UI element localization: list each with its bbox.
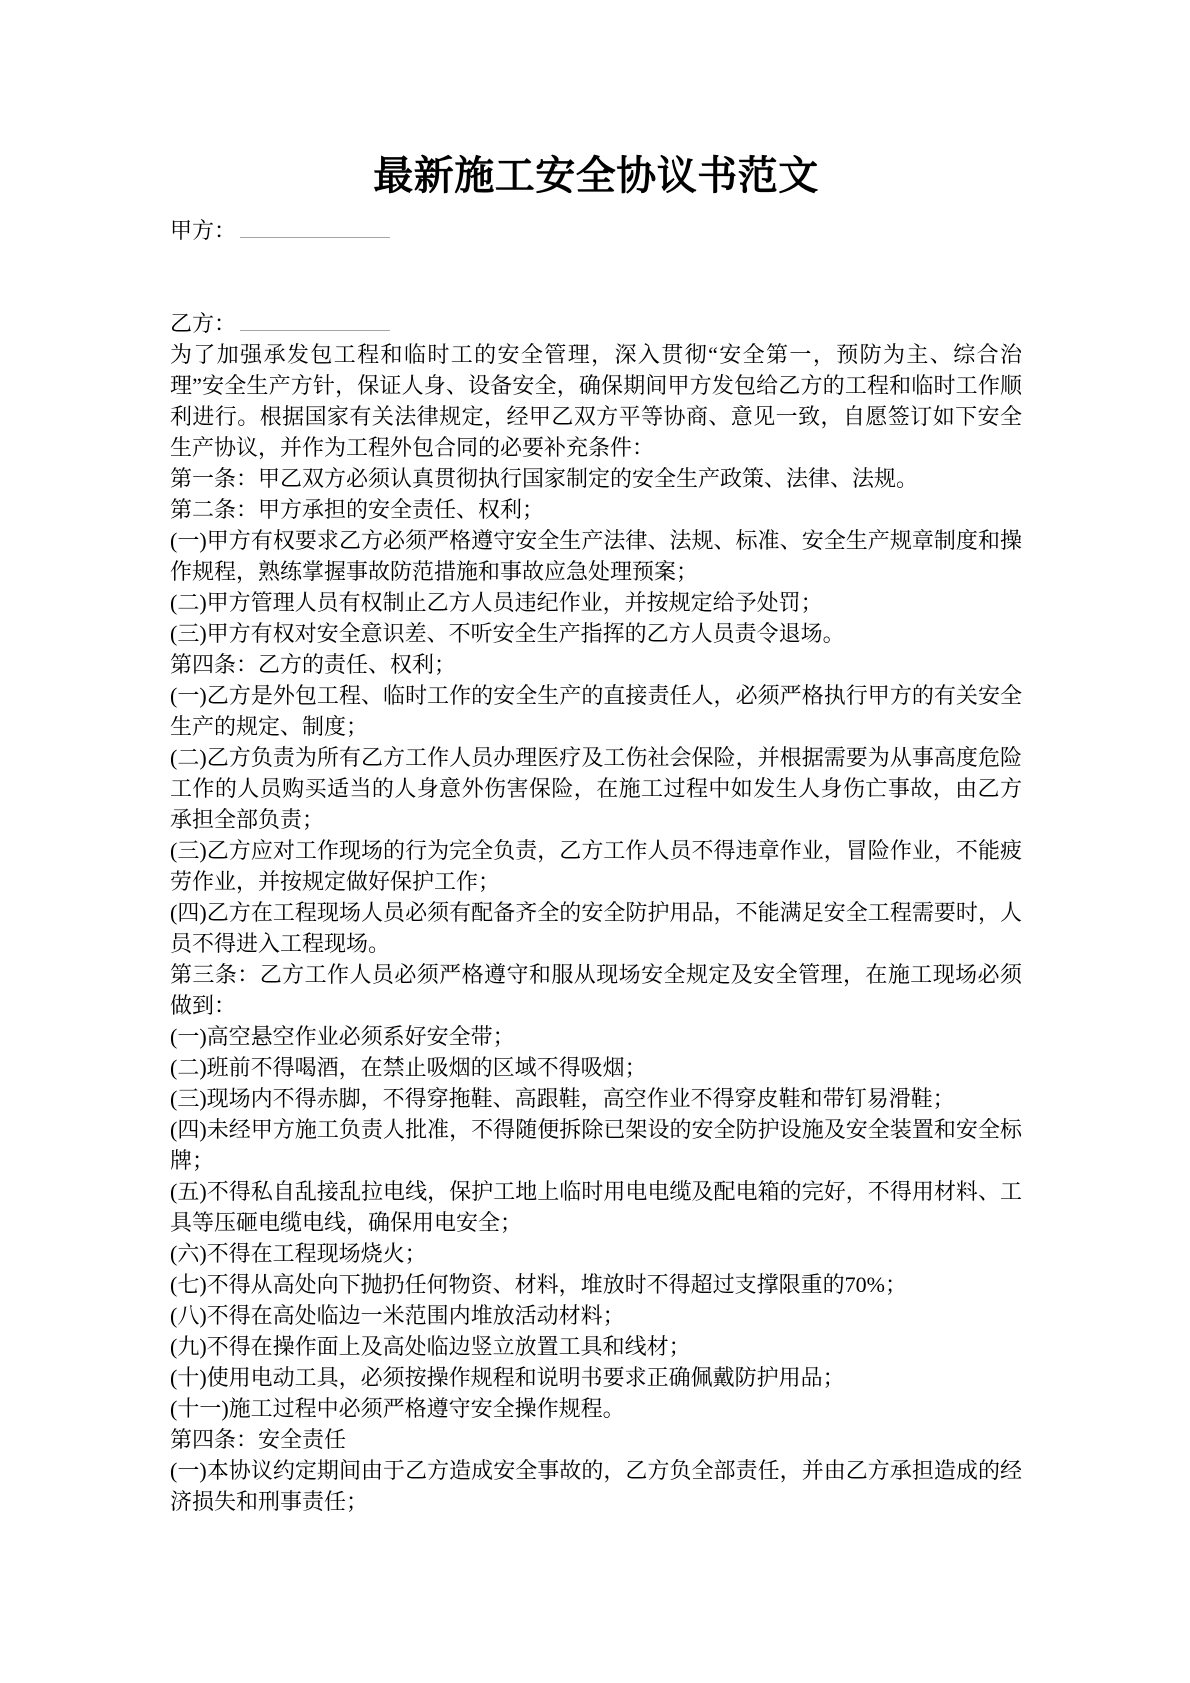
- party-b-label: 乙方：: [170, 311, 237, 336]
- paragraph: (四)乙方在工程现场人员必须有配备齐全的安全防护用品，不能满足安全工程需要时，人员不得进入工程现场。: [170, 900, 1022, 956]
- paragraph: (一)乙方是外包工程、临时工作的安全生产的直接责任人，必须严格执行甲方的有关安全生产的规定、制度；: [170, 683, 1022, 739]
- paragraph: 第四条：安全责任: [170, 1427, 347, 1452]
- paragraph: 第二条：甲方承担的安全责任、权利；: [170, 497, 545, 522]
- paragraph: 第四条：乙方的责任、权利；: [170, 652, 457, 677]
- party-b-line: [170, 308, 1022, 339]
- document-body: [170, 339, 1022, 1517]
- document-title: 最新施工安全协议书范文: [373, 153, 819, 198]
- paragraph: (三)现场内不得赤脚，不得穿拖鞋、高跟鞋，高空作业不得穿皮鞋和带钉易滑鞋；: [170, 1086, 955, 1111]
- party-a-blank-field: [240, 215, 390, 238]
- paragraph: (十一)施工过程中必须严格遵守安全操作规程。: [170, 1396, 625, 1421]
- paragraph: (一)甲方有权要求乙方必须严格遵守安全生产法律、法规、标准、安全生产规章制度和操作规程，熟练掌握事故防范措施和事故应急处理预案；: [170, 528, 1022, 584]
- paragraph: (九)不得在操作面上及高处临边竖立放置工具和线材；: [170, 1334, 691, 1359]
- paragraph: 为了加强承发包工程和临时工的安全管理，深入贯彻“安全第一，预防为主、综合治理”安全生产方针，保证人身、设备安全，确保期间甲方发包给乙方的工程和临时工作顺利进行。根据国家有关法律规定，经甲乙双方平等协商、意见一致，自愿签订如下安全生产协议，并作为工程外包合同的必要补充条件：: [170, 342, 1022, 460]
- paragraph: (十)使用电动工具，必须按操作规程和说明书要求正确佩戴防护用品；: [170, 1365, 845, 1390]
- paragraph: 第三条：乙方工作人员必须严格遵守和服从现场安全规定及安全管理，在施工现场必须做到：: [170, 962, 1022, 1018]
- paragraph: (二)甲方管理人员有权制止乙方人员违纪作业，并按规定给予处罚；: [170, 590, 823, 615]
- paragraph: (三)甲方有权对安全意识差、不听安全生产指挥的乙方人员责令退场。: [170, 621, 845, 646]
- paragraph: 第一条：甲乙双方必须认真贯彻执行国家制定的安全生产政策、法律、法规。: [170, 466, 919, 491]
- paragraph: (八)不得在高处临边一米范围内堆放活动材料；: [170, 1303, 625, 1328]
- party-a-line: [170, 215, 1022, 246]
- paragraph: (一)高空悬空作业必须系好安全带；: [170, 1024, 515, 1049]
- paragraph: (一)本协议约定期间由于乙方造成安全事故的，乙方负全部责任，并由乙方承担造成的经济损失和刑事责任；: [170, 1458, 1022, 1514]
- party-b-blank-field: [240, 308, 390, 331]
- party-a-label: 甲方：: [170, 218, 237, 243]
- paragraph: (四)未经甲方施工负责人批准，不得随便拆除已架设的安全防护设施及安全装置和安全标牌；: [170, 1117, 1022, 1173]
- paragraph: (五)不得私自乱接乱拉电线，保护工地上临时用电电缆及配电箱的完好，不得用材料、工具等压砸电缆电线，确保用电安全；: [170, 1179, 1022, 1235]
- paragraph: (七)不得从高处向下抛扔任何物资、材料，堆放时不得超过支撑限重的70%；: [170, 1272, 907, 1297]
- paragraph: (二)乙方负责为所有乙方工作人员办理医疗及工伤社会保险，并根据需要为从事高度危险工作的人员购买适当的人身意外伤害保险，在施工过程中如发生人身伤亡事故，由乙方承担全部负责；: [170, 745, 1022, 832]
- paragraph: (六)不得在工程现场烧火；: [170, 1241, 427, 1266]
- paragraph: (二)班前不得喝酒，在禁止吸烟的区域不得吸烟；: [170, 1055, 647, 1080]
- paragraph: (三)乙方应对工作现场的行为完全负责，乙方工作人员不得违章作业，冒险作业，不能疲劳作业，并按规定做好保护工作；: [170, 838, 1022, 894]
